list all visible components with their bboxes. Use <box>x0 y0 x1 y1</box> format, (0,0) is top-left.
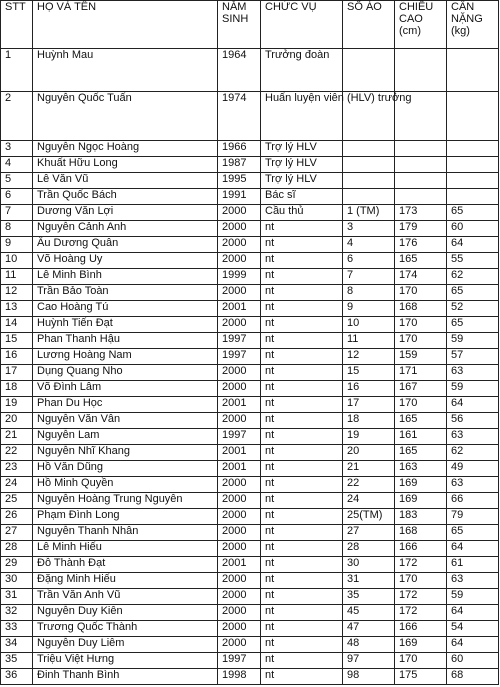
header-height: CHIỀU CAO (cm) <box>395 1 447 49</box>
table-row <box>1 541 499 557</box>
cell-stt: 31 <box>1 589 33 605</box>
cell-height: 169 <box>395 477 447 493</box>
table-row <box>1 269 499 285</box>
cell-role: nt <box>261 349 343 365</box>
table-row <box>1 669 499 685</box>
cell-role: nt <box>261 333 343 349</box>
cell-role: nt <box>261 477 343 493</box>
cell-shirt: 22 <box>343 477 395 493</box>
cell-year: 2000 <box>218 621 261 637</box>
cell-shirt: 98 <box>343 669 395 685</box>
cell-height <box>395 189 447 205</box>
cell-weight: 60 <box>447 653 499 669</box>
cell-height <box>395 141 447 157</box>
cell-name: Huỳnh Mau <box>33 49 218 92</box>
cell-role: nt <box>261 573 343 589</box>
cell-year: 1997 <box>218 429 261 445</box>
cell-role: nt <box>261 413 343 429</box>
cell-shirt: 3 <box>343 221 395 237</box>
cell-stt: 10 <box>1 253 33 269</box>
cell-name: Nguyễn Cảnh Anh <box>33 221 218 237</box>
cell-stt: 30 <box>1 573 33 589</box>
cell-weight <box>447 141 499 157</box>
cell-role: Trợ lý HLV <box>261 173 343 189</box>
cell-weight: 49 <box>447 461 499 477</box>
cell-weight: 57 <box>447 349 499 365</box>
cell-year: 1997 <box>218 349 261 365</box>
cell-height: 175 <box>395 669 447 685</box>
cell-height: 169 <box>395 637 447 653</box>
cell-height: 170 <box>395 317 447 333</box>
cell-role: nt <box>261 589 343 605</box>
cell-height: 176 <box>395 237 447 253</box>
cell-weight: 64 <box>447 541 499 557</box>
cell-year: 1997 <box>218 333 261 349</box>
cell-year: 2000 <box>218 365 261 381</box>
cell-role: Bác sĩ <box>261 189 343 205</box>
cell-shirt: 35 <box>343 589 395 605</box>
cell-height: 172 <box>395 589 447 605</box>
cell-name: Cao Hoàng Tú <box>33 301 218 317</box>
cell-stt: 8 <box>1 221 33 237</box>
cell-shirt <box>343 49 395 92</box>
cell-role: nt <box>261 381 343 397</box>
table-row <box>1 189 499 205</box>
table-row <box>1 381 499 397</box>
cell-name: Lê Minh Bình <box>33 269 218 285</box>
cell-shirt: 47 <box>343 621 395 637</box>
cell-name: Lê Văn Vũ <box>33 173 218 189</box>
cell-year: 2000 <box>218 285 261 301</box>
cell-shirt: 21 <box>343 461 395 477</box>
cell-name: Huỳnh Tiến Đạt <box>33 317 218 333</box>
cell-role: Trưởng đoàn <box>261 49 343 92</box>
cell-height: 170 <box>395 285 447 301</box>
cell-year: 2000 <box>218 509 261 525</box>
cell-role: nt <box>261 509 343 525</box>
cell-year: 2000 <box>218 573 261 589</box>
cell-year: 2000 <box>218 477 261 493</box>
cell-year: 1997 <box>218 653 261 669</box>
cell-shirt: 18 <box>343 413 395 429</box>
cell-shirt: 15 <box>343 365 395 381</box>
cell-shirt: 25(TM) <box>343 509 395 525</box>
cell-name: Trần Bảo Toàn <box>33 285 218 301</box>
cell-role: nt <box>261 397 343 413</box>
cell-name: Nguyễn Hoàng Trung Nguyên <box>33 493 218 509</box>
cell-weight: 63 <box>447 573 499 589</box>
table-row <box>1 509 499 525</box>
table-row <box>1 525 499 541</box>
table-row <box>1 253 499 269</box>
cell-height: 165 <box>395 413 447 429</box>
cell-weight: 62 <box>447 445 499 461</box>
cell-shirt <box>343 173 395 189</box>
cell-stt: 20 <box>1 413 33 429</box>
cell-height: 165 <box>395 253 447 269</box>
cell-name: Phạm Đình Long <box>33 509 218 525</box>
table-row <box>1 461 499 477</box>
table-row <box>1 605 499 621</box>
cell-year: 2001 <box>218 445 261 461</box>
cell-name: Âu Dương Quân <box>33 237 218 253</box>
table-row <box>1 49 499 92</box>
cell-name: Dương Văn Lợi <box>33 205 218 221</box>
table-row <box>1 221 499 237</box>
table-row <box>1 557 499 573</box>
cell-height: 170 <box>395 573 447 589</box>
cell-height: 172 <box>395 557 447 573</box>
cell-name: Võ Đình Lâm <box>33 381 218 397</box>
cell-name: Nguyễn Lam <box>33 429 218 445</box>
table-row <box>1 141 499 157</box>
table-row <box>1 333 499 349</box>
cell-weight: 63 <box>447 477 499 493</box>
cell-year: 2000 <box>218 221 261 237</box>
cell-stt: 15 <box>1 333 33 349</box>
cell-name: Lê Minh Hiếu <box>33 541 218 557</box>
cell-stt: 4 <box>1 157 33 173</box>
cell-stt: 13 <box>1 301 33 317</box>
cell-role: nt <box>261 429 343 445</box>
cell-stt: 33 <box>1 621 33 637</box>
cell-shirt: 1 (TM) <box>343 205 395 221</box>
table-row <box>1 493 499 509</box>
cell-name: Nguyễn Ngọc Hoàng <box>33 141 218 157</box>
cell-shirt: 20 <box>343 445 395 461</box>
cell-weight: 79 <box>447 509 499 525</box>
cell-weight <box>447 189 499 205</box>
table-row <box>1 173 499 189</box>
cell-stt: 9 <box>1 237 33 253</box>
cell-weight: 59 <box>447 333 499 349</box>
cell-year: 1964 <box>218 49 261 92</box>
cell-stt: 28 <box>1 541 33 557</box>
cell-stt: 21 <box>1 429 33 445</box>
cell-name: Nguyễn Nhĩ Khang <box>33 445 218 461</box>
table-row <box>1 477 499 493</box>
cell-year: 2001 <box>218 301 261 317</box>
cell-role: Cầu thủ <box>261 205 343 221</box>
roster-body <box>1 49 499 685</box>
cell-role: nt <box>261 221 343 237</box>
cell-weight: 62 <box>447 269 499 285</box>
cell-year: 1966 <box>218 141 261 157</box>
cell-name: Hồ Văn Dũng <box>33 461 218 477</box>
cell-weight: 66 <box>447 493 499 509</box>
cell-year: 1995 <box>218 173 261 189</box>
cell-height: 167 <box>395 381 447 397</box>
cell-height: 173 <box>395 205 447 221</box>
cell-weight: 65 <box>447 317 499 333</box>
header-row <box>1 1 499 49</box>
table-row <box>1 429 499 445</box>
cell-name: Phan Thanh Hậu <box>33 333 218 349</box>
cell-role: nt <box>261 637 343 653</box>
cell-name: Trần Văn Anh Vũ <box>33 589 218 605</box>
cell-weight: 59 <box>447 381 499 397</box>
cell-year: 2000 <box>218 381 261 397</box>
cell-weight: 64 <box>447 237 499 253</box>
cell-weight: 65 <box>447 285 499 301</box>
cell-name: Trương Quốc Thành <box>33 621 218 637</box>
cell-role: nt <box>261 301 343 317</box>
cell-role: nt <box>261 669 343 685</box>
cell-shirt: 45 <box>343 605 395 621</box>
table-row <box>1 637 499 653</box>
cell-weight: 68 <box>447 669 499 685</box>
header-shirt: SỐ ÁO <box>343 1 395 49</box>
cell-stt: 29 <box>1 557 33 573</box>
cell-stt: 6 <box>1 189 33 205</box>
cell-name: Lương Hoàng Nam <box>33 349 218 365</box>
cell-weight: 64 <box>447 637 499 653</box>
cell-stt: 34 <box>1 637 33 653</box>
cell-height: 179 <box>395 221 447 237</box>
cell-height: 166 <box>395 541 447 557</box>
cell-height: 170 <box>395 653 447 669</box>
cell-shirt: 9 <box>343 301 395 317</box>
cell-shirt: 28 <box>343 541 395 557</box>
cell-name: Nguyễn Duy Kiên <box>33 605 218 621</box>
table-row <box>1 365 499 381</box>
cell-name: Dụng Quang Nho <box>33 365 218 381</box>
cell-year: 2001 <box>218 461 261 477</box>
cell-height: 161 <box>395 429 447 445</box>
cell-role: nt <box>261 365 343 381</box>
cell-name: Võ Hoàng Uy <box>33 253 218 269</box>
cell-weight: 61 <box>447 557 499 573</box>
cell-height: 172 <box>395 605 447 621</box>
cell-shirt: 12 <box>343 349 395 365</box>
cell-shirt <box>343 189 395 205</box>
cell-stt: 35 <box>1 653 33 669</box>
cell-year: 2001 <box>218 557 261 573</box>
cell-role: nt <box>261 605 343 621</box>
cell-weight: 65 <box>447 205 499 221</box>
cell-height <box>395 157 447 173</box>
table-row <box>1 285 499 301</box>
cell-year: 2000 <box>218 637 261 653</box>
cell-height: 170 <box>395 397 447 413</box>
cell-shirt: 17 <box>343 397 395 413</box>
cell-weight: 54 <box>447 621 499 637</box>
cell-stt: 26 <box>1 509 33 525</box>
table-row <box>1 413 499 429</box>
cell-name: Phan Du Học <box>33 397 218 413</box>
cell-stt: 12 <box>1 285 33 301</box>
cell-height: 165 <box>395 445 447 461</box>
cell-stt: 3 <box>1 141 33 157</box>
table-row <box>1 653 499 669</box>
cell-stt: 1 <box>1 49 33 92</box>
cell-shirt <box>343 141 395 157</box>
cell-role: nt <box>261 269 343 285</box>
cell-year: 1999 <box>218 269 261 285</box>
cell-role: Huấn luyện viên (HLV) trưởng <box>261 92 343 141</box>
cell-shirt: 97 <box>343 653 395 669</box>
cell-height: 159 <box>395 349 447 365</box>
cell-weight: 63 <box>447 365 499 381</box>
cell-year: 1998 <box>218 669 261 685</box>
cell-name: Trần Quốc Bách <box>33 189 218 205</box>
cell-height: 168 <box>395 525 447 541</box>
cell-role: nt <box>261 317 343 333</box>
cell-weight: 55 <box>447 253 499 269</box>
cell-weight: 56 <box>447 413 499 429</box>
cell-weight <box>447 49 499 92</box>
cell-weight: 60 <box>447 221 499 237</box>
cell-role: nt <box>261 253 343 269</box>
cell-name: Nguyễn Duy Liêm <box>33 637 218 653</box>
cell-year: 2000 <box>218 253 261 269</box>
cell-shirt <box>343 157 395 173</box>
cell-shirt: 11 <box>343 333 395 349</box>
cell-role: nt <box>261 461 343 477</box>
cell-height: 166 <box>395 621 447 637</box>
header-weight: CÂN NẶNG (kg) <box>447 1 499 49</box>
table-row <box>1 573 499 589</box>
cell-name: Triệu Việt Hưng <box>33 653 218 669</box>
cell-stt: 18 <box>1 381 33 397</box>
cell-height: 171 <box>395 365 447 381</box>
cell-stt: 5 <box>1 173 33 189</box>
cell-height: 169 <box>395 493 447 509</box>
cell-shirt: 24 <box>343 493 395 509</box>
cell-height: 163 <box>395 461 447 477</box>
cell-weight <box>447 173 499 189</box>
cell-name: Nguyễn Quốc Tuấn <box>33 92 218 141</box>
cell-role: Trợ lý HLV <box>261 157 343 173</box>
cell-role: nt <box>261 557 343 573</box>
cell-stt: 25 <box>1 493 33 509</box>
cell-year: 2000 <box>218 205 261 221</box>
cell-height <box>395 173 447 189</box>
cell-stt: 2 <box>1 92 33 141</box>
cell-stt: 17 <box>1 365 33 381</box>
cell-role: nt <box>261 445 343 461</box>
cell-height: 168 <box>395 301 447 317</box>
cell-role: nt <box>261 541 343 557</box>
cell-stt: 22 <box>1 445 33 461</box>
cell-year: 2000 <box>218 237 261 253</box>
cell-shirt: 48 <box>343 637 395 653</box>
cell-stt: 32 <box>1 605 33 621</box>
cell-height: 170 <box>395 333 447 349</box>
cell-year: 2000 <box>218 541 261 557</box>
cell-shirt: 27 <box>343 525 395 541</box>
cell-weight: 63 <box>447 429 499 445</box>
cell-stt: 36 <box>1 669 33 685</box>
cell-shirt: 16 <box>343 381 395 397</box>
cell-role: nt <box>261 285 343 301</box>
cell-shirt: 4 <box>343 237 395 253</box>
cell-height <box>395 49 447 92</box>
table-row <box>1 157 499 173</box>
cell-year: 2000 <box>218 493 261 509</box>
cell-weight: 64 <box>447 397 499 413</box>
cell-role: nt <box>261 493 343 509</box>
cell-year: 1974 <box>218 92 261 141</box>
cell-weight: 59 <box>447 589 499 605</box>
cell-stt: 11 <box>1 269 33 285</box>
cell-weight: 64 <box>447 605 499 621</box>
cell-role: nt <box>261 653 343 669</box>
table-row <box>1 397 499 413</box>
cell-shirt: 10 <box>343 317 395 333</box>
table-row <box>1 317 499 333</box>
cell-name: Nguyễn Thanh Nhân <box>33 525 218 541</box>
table-row <box>1 445 499 461</box>
cell-name: Đặng Minh Hiếu <box>33 573 218 589</box>
cell-year: 2000 <box>218 525 261 541</box>
cell-weight: 65 <box>447 525 499 541</box>
cell-role: nt <box>261 237 343 253</box>
header-stt: STT <box>1 1 33 49</box>
cell-role: Trợ lý HLV <box>261 141 343 157</box>
cell-year: 2001 <box>218 397 261 413</box>
cell-name: Nguyễn Văn Vân <box>33 413 218 429</box>
cell-height: 174 <box>395 269 447 285</box>
table-row <box>1 301 499 317</box>
header-name: HỌ VÀ TÊN <box>33 1 218 49</box>
cell-stt: 24 <box>1 477 33 493</box>
cell-stt: 14 <box>1 317 33 333</box>
cell-year: 2000 <box>218 413 261 429</box>
cell-shirt: 31 <box>343 573 395 589</box>
table-row <box>1 621 499 637</box>
cell-stt: 19 <box>1 397 33 413</box>
cell-name: Khuất Hữu Long <box>33 157 218 173</box>
cell-year: 1987 <box>218 157 261 173</box>
cell-year: 2000 <box>218 589 261 605</box>
cell-weight: 52 <box>447 301 499 317</box>
header-year: NĂM SINH <box>218 1 261 49</box>
cell-stt: 27 <box>1 525 33 541</box>
cell-shirt: 6 <box>343 253 395 269</box>
table-row <box>1 205 499 221</box>
cell-stt: 7 <box>1 205 33 221</box>
cell-year: 2000 <box>218 317 261 333</box>
table-row <box>1 237 499 253</box>
cell-shirt: 7 <box>343 269 395 285</box>
cell-role: nt <box>261 525 343 541</box>
cell-stt: 23 <box>1 461 33 477</box>
cell-weight <box>447 92 499 141</box>
table-row <box>1 92 499 141</box>
cell-weight <box>447 157 499 173</box>
cell-name: Đinh Thanh Bình <box>33 669 218 685</box>
cell-shirt: 30 <box>343 557 395 573</box>
cell-shirt: 8 <box>343 285 395 301</box>
cell-name: Đỗ Thành Đạt <box>33 557 218 573</box>
cell-year: 2000 <box>218 605 261 621</box>
cell-name: Hồ Minh Quyền <box>33 477 218 493</box>
cell-year: 1991 <box>218 189 261 205</box>
table-row <box>1 589 499 605</box>
cell-stt: 16 <box>1 349 33 365</box>
cell-shirt: 19 <box>343 429 395 445</box>
cell-role: nt <box>261 621 343 637</box>
cell-height: 183 <box>395 509 447 525</box>
table-row <box>1 349 499 365</box>
header-role: CHỨC VỤ <box>261 1 343 49</box>
